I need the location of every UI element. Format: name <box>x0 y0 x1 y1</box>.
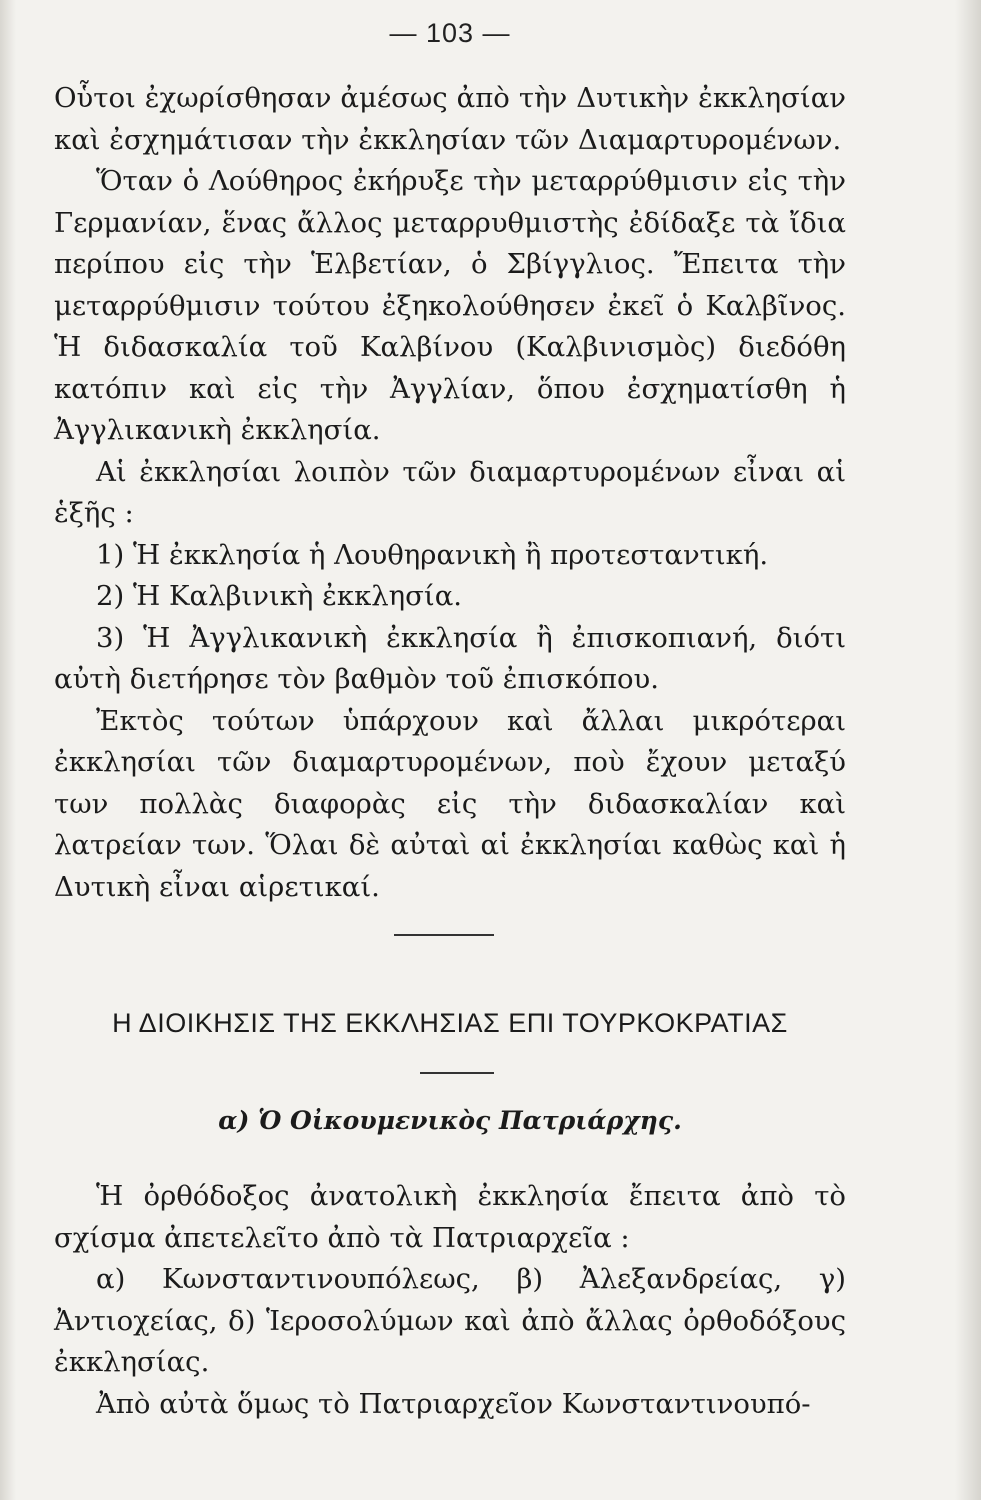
section-paragraph-1: Ἡ ὀρθόδοξος ἀνατολικὴ ἐκκλησία ἔπειτα ἀπὸ τὸ σχίσμα ἀπετελεῖτο ἀπὸ τὰ Πατριαρχεῖα : <box>54 1180 846 1254</box>
closing-paragraph: Ἐκτὸς τούτων ὑπάρχουν καὶ ἄλλαι μικρότεραι ἐκκλησίαι τῶν διαμαρτυρομένων, ποὺ ἔχουν μεταξύ των πολλὰς διαφορὰς εἰς τὴν διδασκαλίαν καὶ λατρείαν των. Ὅλαι δὲ αὐταὶ αἱ ἐκκλησίαι καθὼς καὶ ἡ Δυτικὴ εἶναι αἱρετικαί. <box>54 704 846 903</box>
page-left-edge-shadow <box>0 0 16 1500</box>
list-item-1: 1) Ἡ ἐκκλησία ἡ Λουθηρανικὴ ἢ προτεσταντική. <box>96 538 769 571</box>
paragraph-1: Οὗτοι ἐχωρίσθησαν ἀμέσως ἀπὸ τὴν Δυτικὴν ἐκκλησίαν καὶ ἐσχημάτισαν τὴν ἐκκλησίαν τῶν Διαμαρτυρομένων. <box>54 82 846 156</box>
section-heading: Η ΔΙΟΙΚΗΣΙΣ ΤΗΣ ΕΚΚΛΗΣΙΑΣ ΕΠΙ ΤΟΥΡΚΟΚΡΑΤΙΑΣ <box>112 1008 788 1038</box>
section-paragraph-3: Ἀπὸ αὐτὰ ὅμως τὸ Πατριαρχεῖον Κωνσταντινουπό- <box>96 1387 811 1420</box>
paragraph-3: Αἱ ἐκκλησίαι λοιπὸν τῶν διαμαρτυρομένων εἶναι αἱ ἑξῆς : <box>54 455 846 529</box>
list-item-3: 3) Ἡ Ἀγγλικανικὴ ἐκκλησία ἢ ἐπισκοπιανή, διότι αὐτὴ διετήρησε τὸν βαθμὸν τοῦ ἐπισκόπου. <box>54 621 846 695</box>
page-number: — 103 — <box>389 18 511 48</box>
section-text-block <box>54 1176 846 1425</box>
page-right-edge-shadow <box>955 0 981 1500</box>
sub-heading: α) Ὁ Οἰκουμενικὸς Πατριάρχης. <box>218 1106 682 1135</box>
paragraph-2: Ὅταν ὁ Λούθηρος ἐκήρυξε τὴν μεταρρύθμισιν εἰς τὴν Γερμανίαν, ἕνας ἄλλος μεταρρυθμιστὴς ἐδίδαξε τὰ ἴδια περίπου εἰς τὴν Ἑλβετίαν, ὁ Σβίγγλιος. Ἔπειτα τὴν μεταρρύθμισιν τούτου ἐξηκολούθησεν ἐκεῖ ὁ Καλβῖνος. Ἡ διδασκαλία τοῦ Καλβίνου (Καλβινισμὸς) διεδόθη κατόπιν καὶ εἰς τὴν Ἀγγλίαν, ὅπου ἐσχηματίσθη ἡ Ἀγγλικανικὴ ἐκκλησία. <box>54 165 846 446</box>
heading-underline <box>420 1072 494 1074</box>
section-divider <box>394 934 494 936</box>
list-item-2: 2) Ἡ Καλβινικὴ ἐκκλησία. <box>96 580 463 612</box>
section-paragraph-2: α) Κωνσταντινουπόλεως, β) Ἀλεξανδρείας, γ) Ἀντιοχείας, δ) Ἱεροσολύμων καὶ ἀπὸ ἄλλας ὀρθοδόξους ἐκκλησίας. <box>54 1263 846 1378</box>
main-text-block <box>54 78 846 908</box>
